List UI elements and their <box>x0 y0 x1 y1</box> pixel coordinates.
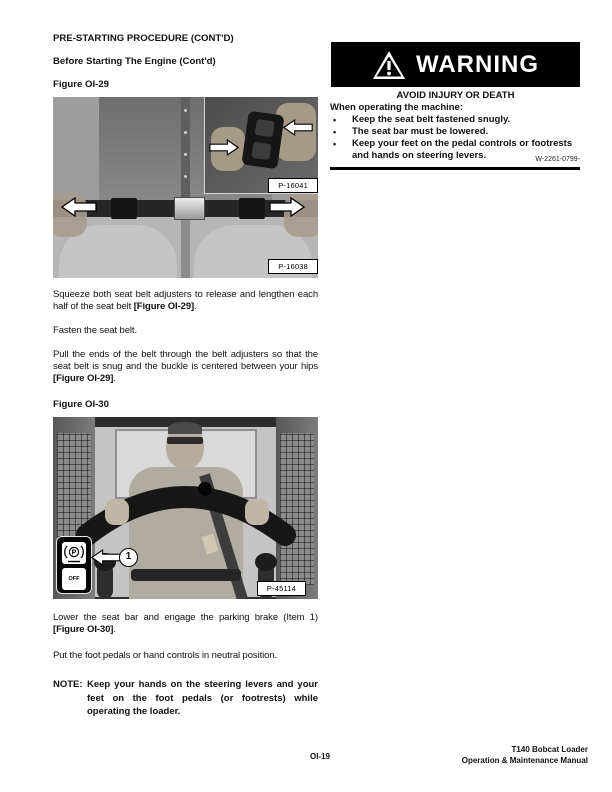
subsection-title: Before Starting The Engine (Cont'd) <box>53 56 216 67</box>
paragraph-fasten-belt: Fasten the seat belt. <box>53 325 137 336</box>
note-text: Keep your hands on the steering levers and your feet on the foot pedals (or footrests) while operating the loader. <box>87 679 318 717</box>
operator-hand-right <box>245 499 269 525</box>
svg-text:P: P <box>71 549 77 557</box>
figure-30-photo <box>53 417 318 599</box>
figure-30-caption: Figure OI-30 <box>53 399 109 410</box>
inset-belt-adjuster <box>241 111 284 169</box>
paragraph-lower-seat-bar: Lower the seat bar and engage the parking brake (Item 1) [Figure OI-30]. <box>53 612 318 636</box>
section-title: PRE-STARTING PROCEDURE (CONT'D) <box>53 33 234 44</box>
paragraph-squeeze-adjusters: Squeeze both seat belt adjusters to release and lengthen each half of the seat belt [Figure OI-29]. <box>53 289 318 313</box>
figure-29-caption: Figure OI-29 <box>53 79 109 90</box>
warning-bullet-item: • Keep your feet on the pedal controls or footrests and hands on steering levers. <box>333 137 573 162</box>
shirt-placket <box>181 97 190 201</box>
callout-arrow-icon <box>91 549 121 566</box>
footer-doc-line2: Operation & Maintenance Manual <box>461 755 588 765</box>
photo-credit-label: P-45114 <box>257 581 306 596</box>
warning-banner <box>331 42 580 87</box>
page-number: OI-19 <box>309 752 330 761</box>
figure-29-photo <box>53 97 318 278</box>
footer-doc-title <box>462 745 588 766</box>
parking-brake-switch <box>57 537 91 593</box>
warning-bullet-item: • The seat bar must be lowered. <box>333 125 489 137</box>
operator-hand-left <box>105 499 129 525</box>
photo-credit-label: P-16041 <box>268 178 318 193</box>
warning-bullet-item: • Keep the seat belt fastened snugly. <box>333 113 511 125</box>
warning-banner-label: WARNING <box>416 50 539 78</box>
pull-right-arrow-icon <box>269 197 305 217</box>
paragraph-neutral-position: Put the foot pedals or hand controls in neutral position. <box>53 650 278 661</box>
belt-buckle <box>174 197 205 220</box>
note-block <box>53 678 318 719</box>
callout-number: 1 <box>119 548 138 567</box>
squeeze-left-arrow-icon <box>283 119 313 136</box>
warning-divider-rule <box>330 167 580 170</box>
pull-left-arrow-icon <box>61 197 97 217</box>
paragraph-pull-ends: Pull the ends of the belt through the belt adjusters so that the seat belt is snug and the buckle is centered between your hips [Figure OI-29]. <box>53 349 318 385</box>
photo-credit-label: P-16038 <box>268 259 318 274</box>
belt-adjuster-left <box>111 198 137 219</box>
switch-off-key: OFF <box>62 568 86 590</box>
warning-heading: AVOID INJURY OR DEATH <box>396 90 515 101</box>
parking-brake-icon <box>62 542 86 564</box>
warning-intro: When operating the machine: <box>330 101 464 113</box>
note-label: NOTE: <box>53 679 83 690</box>
seat-bar <box>53 417 318 599</box>
belt-adjuster-right <box>239 198 265 219</box>
footer-doc-line1: T140 Bobcat Loader <box>511 745 588 754</box>
warning-triangle-icon <box>372 50 406 80</box>
figure-29-inset-photo <box>204 97 318 194</box>
warning-bullet-list <box>330 114 580 163</box>
warning-code: W-2261-0799- <box>535 156 580 163</box>
squeeze-right-arrow-icon <box>209 139 239 156</box>
